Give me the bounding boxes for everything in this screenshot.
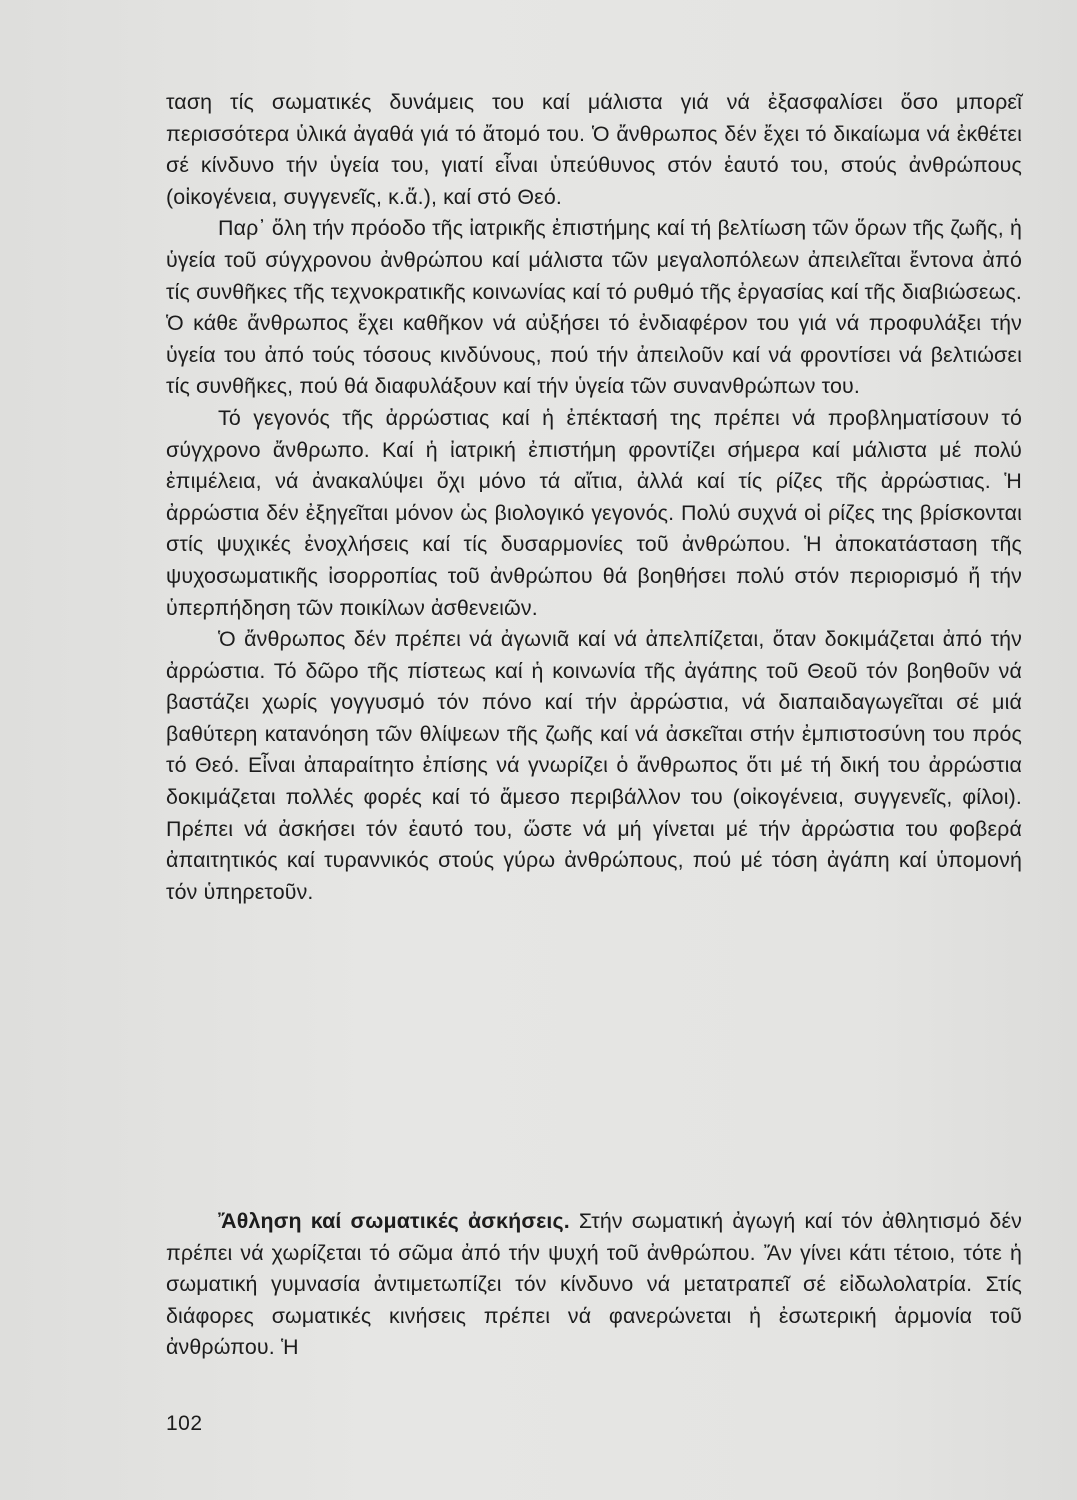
section-athletics xyxy=(166,1206,1022,1364)
page-number: 102 xyxy=(166,1412,203,1435)
paragraph-illness-roots: Τό γεγονός τῆς ἀρρώστιας καί ἡ ἐπέκτασή της πρέπει νά προβληματίσουν τό σύγχρονο ἄνθρωπο. Καί ἡ ἰατρική ἐπιστήμη φροντίζει σήμερα καί μάλιστα μέ πολύ ἐπιμέλεια, νά ἀνακαλύψει ὄχι μόνο τά αἴτια, ἀλλά καί τίς ρίζες τῆς ἀρρώστιας. Ἡ ἀρρώστια δέν ἐξηγεῖται μόνον ὡς βιολογικό γεγονός. Πολύ συχνά οἱ ρίζες της βρίσκονται στίς ψυχικές ἐνοχλήσεις καί τίς δυσαρμονίες τοῦ ἀνθρώπου. Ἡ ἀποκατάσταση τῆς ψυχοσωματικῆς ἰσορροπίας τοῦ ἀνθρώπου θά βοηθήσει πολύ στόν περιορισμό ἤ τήν ὑπερπήδηση τῶν ποικίλων ἀσθενειῶν. xyxy=(166,405,1022,620)
paragraph-medical-progress: Παρ᾿ ὅλη τήν πρόοδο τῆς ἰατρικῆς ἐπιστήμης καί τή βελτίωση τῶν ὅρων τῆς ζωῆς, ἡ ὑγεία τοῦ σύγχρονου ἀνθρώπου καί μάλιστα τῶν μεγαλοπόλεων ἀπειλεῖται ἔντονα ἀπό τίς συνθῆκες τῆς τεχνοκρατικῆς κοινωνίας καί τό ρυθμό τῆς ἐργασίας καί τῆς διαβιώσεως. Ὁ κάθε ἄνθρωπος ἔχει καθῆκον νά αὐξήσει τό ἐνδιαφέρον του γιά νά προφυλάξει τήν ὑγεία του ἀπό τούς τόσους κινδύνους, πού τήν ἀπειλοῦν καί νά φροντίσει νά βελτιώσει τίς συνθῆκες, πού θά διαφυλάξουν καί τήν ὑγεία τῶν συνανθρώπων του. xyxy=(166,216,1022,399)
paragraph-faith-in-illness: Ὁ ἄνθρωπος δέν πρέπει νά ἀγωνιᾶ καί νά ἀπελπίζεται, ὅταν δοκιμάζεται ἀπό τήν ἀρρώστια. Τό δῶρο τῆς πίστεως καί ἡ κοινωνία τῆς ἀγάπης τοῦ Θεοῦ τόν βοηθοῦν νά βαστάζει χωρίς γογγυσμό τόν πόνο καί τήν ἀρρώστια, νά διαπαιδαγωγεῖται σέ μιά βαθύτερη κατανόηση τῶν θλίψεων τῆς ζωῆς καί νά ἀσκεῖται στήν ἐμπιστοσύνη του πρός τό Θεό. Εἶναι ἀπαραίτητο ἐπίσης νά γνωρίζει ὁ ἄνθρωπος ὅτι μέ τή δική του ἀρρώστια δοκιμάζεται πολλές φορές καί τό ἄμεσο περιβάλλον του (οἰκογένεια, συγγενεῖς, φίλοι). Πρέπει νά ἀσκήσει τόν ἑαυτό του, ὥστε νά μή γίνεται μέ τήν ἀρρώστια του φοβερά ἀπαιτητικός καί τυραννικός στούς γύρω ἀνθρώπους, πού μέ τόση ἀγάπη καί ὑπομονή τόν ὑπηρετοῦν. xyxy=(166,627,1022,904)
paragraph-continued: ταση τίς σωματικές δυνάμεις του καί μάλιστα γιά νά ἐξασφαλίσει ὅσο μπορεῖ περισσότερα ὑλικά ἀγαθά γιά τό ἄτομό του. Ὁ ἄνθρωπος δέν ἔχει τό δικαίωμα νά ἐκθέτει σέ κίνδυνο τήν ὑγεία του, γιατί εἶναι ὑπεύθυνος στόν ἑαυτό του, στούς ἀνθρώπους (οἰκογένεια, συγγενεῖς, κ.ἄ.), καί στό Θεό. xyxy=(166,90,1022,209)
section-heading: Ἄθληση καί σωματικές ἀσκήσεις. xyxy=(218,1209,570,1233)
section-text: Στήν σωματική ἀγωγή καί τόν ἀθλητισμό δέν πρέπει νά χωρίζεται τό σῶμα ἀπό τήν ψυχή τοῦ ἀνθρώπου. Ἄν γίνει κάτι τέτοιο, τότε ἡ σωματική γυμνασία ἀντιμετωπίζει τόν κίνδυνο νά μετατραπεῖ σέ εἰδωλολατρία. Στίς διάφορες σωματικές κινήσεις πρέπει νά φανερώνεται ἡ ἐσωτερική ἁρμονία τοῦ ἀνθρώπου. Ἡ xyxy=(166,1209,1022,1360)
body-text xyxy=(166,87,1022,908)
section-paragraph xyxy=(166,1206,1022,1364)
